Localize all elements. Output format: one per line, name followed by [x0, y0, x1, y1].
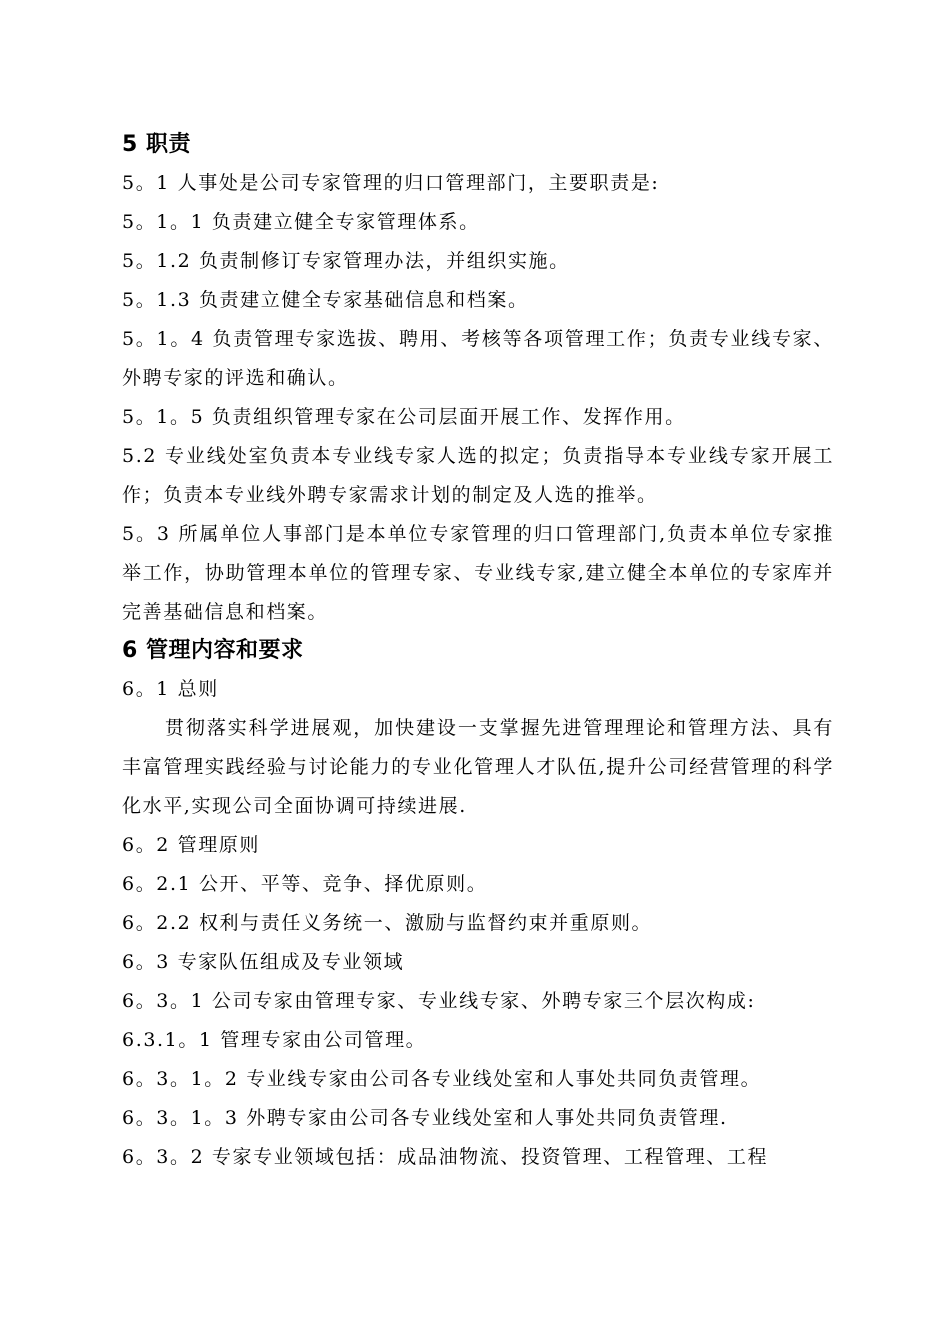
paragraph-5-1: 5。1 人事处是公司专家管理的归口管理部门，主要职责是: [122, 172, 660, 194]
paragraph-5-2: 5.2 专业线处室负责本专业线专家人选的拟定；负责指导本专业线专家开展工作；负责本专业线外聘专家需求计划的制定及人选的推举。 [122, 445, 834, 506]
paragraph-5-1-1: 5。1。1 负责建立健全专家管理体系。 [122, 211, 480, 233]
paragraph-5-1-5: 5。1。5 负责组织管理专家在公司层面开展工作、发挥作用。 [122, 406, 686, 428]
paragraph-6-3-1-3: 6。3。1。3 外聘专家由公司各专业线处室和人事处共同负责管理. [122, 1107, 728, 1129]
paragraph-5-1-2: 5。1.2 负责制修订专家管理办法，并组织实施。 [122, 250, 570, 272]
paragraph-6-1: 6。1 总则 [122, 678, 219, 700]
paragraph-6-2-1: 6。2.1 公开、平等、竞争、择优原则。 [122, 873, 488, 895]
section-5-heading: 5 职责 [122, 132, 191, 157]
paragraph-6-3-1-1: 6.3.1。1 管理专家由公司管理。 [122, 1029, 427, 1051]
paragraph-6-3: 6。3 专家队伍组成及专业领域 [122, 951, 405, 973]
section-6-heading: 6 管理内容和要求 [122, 638, 304, 663]
document-body [122, 126, 834, 1177]
paragraph-6-2: 6。2 管理原则 [122, 834, 261, 856]
paragraph-5-3: 5。3 所属单位人事部门是本单位专家管理的归口管理部门,负责本单位专家推举工作，协助管理本单位的管理专家、专业线专家,建立健全本单位的专家库并完善基础信息和档案。 [122, 523, 834, 623]
paragraph-6-3-1-2: 6。3。1。2 专业线专家由公司各专业线处室和人事处共同负责管理。 [122, 1068, 762, 1090]
paragraph-6-3-1: 6。3。1 公司专家由管理专家、专业线专家、外聘专家三个层次构成: [122, 990, 756, 1012]
paragraph-5-1-4: 5。1。4 负责管理专家选拔、聘用、考核等各项管理工作；负责专业线专家、外聘专家的评选和确认。 [122, 328, 834, 389]
paragraph-6-2-2: 6。2.2 权利与责任义务统一、激励与监督约束并重原则。 [122, 912, 653, 934]
paragraph-5-1-3: 5。1.3 负责建立健全专家基础信息和档案。 [122, 289, 529, 311]
paragraph-6-1-body: 贯彻落实科学进展观，加快建设一支掌握先进管理理论和管理方法、具有丰富管理实践经验与讨论能力的专业化管理人才队伍,提升公司经营管理的科学化水平,实现公司全面协调可持续进展. [122, 717, 834, 817]
paragraph-6-3-2: 6。3。2 专家专业领域包括：成品油物流、投资管理、工程管理、工程 [122, 1146, 769, 1168]
